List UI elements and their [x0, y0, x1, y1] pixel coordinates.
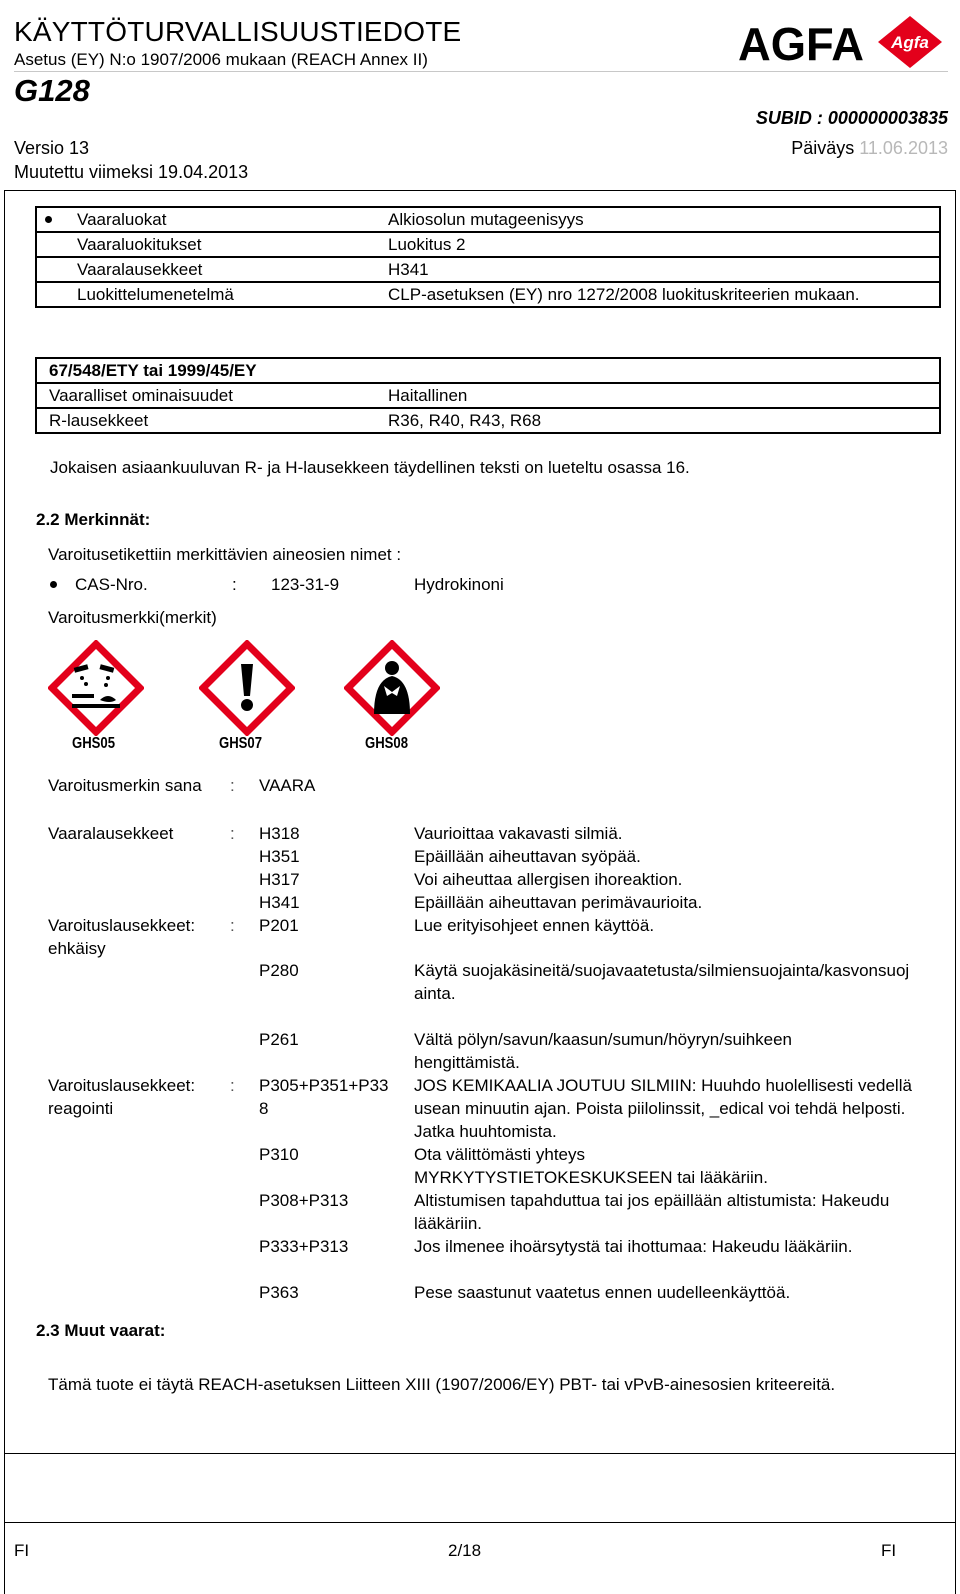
signal-word: VAARA [259, 776, 316, 795]
date-value: 11.06.2013 [859, 138, 948, 158]
hazard-code: H317 [259, 870, 300, 889]
hazard-classification-table [35, 206, 941, 308]
issue-date [791, 137, 948, 160]
ghs08-label: GHS08 [365, 735, 409, 752]
section-heading-2-3: 2.3 Muut vaarat: [36, 1321, 166, 1340]
table-value: Haitallinen [388, 386, 468, 405]
hazard-text: Vaurioittaa vakavasti silmiä. [414, 824, 623, 843]
hazard-text: Voi aiheuttaa allergisen ihoreaktion. [414, 870, 683, 889]
table-label: Vaaralliset ominaisuudet [49, 386, 233, 405]
ingredients-label: Varoitusetikettiin merkittävien aineosien nimet : [48, 545, 402, 564]
table-value: R36, R40, R43, R68 [388, 411, 542, 430]
response-label: Varoituslausekkeet: reagointi [48, 1076, 196, 1118]
precaution-text: Altistumisen tapahduttua tai jos epäillään altistumista: Hakeudu lääkäriin. [414, 1191, 890, 1233]
prevention-label: Varoituslausekkeet: ehkäisy [48, 916, 196, 958]
precaution-text: Vältä pölyn/savun/kaasun/sumun/höyryn/suihkeen hengittämistä. [414, 1030, 793, 1072]
date-label: Päiväys [791, 138, 855, 158]
table-label: Luokittelumenetelmä [77, 285, 234, 304]
table-row [37, 283, 939, 306]
document-header [0, 0, 960, 190]
document-subtitle: Asetus (EY) N:o 1907/2006 mukaan (REACH Annex II) [14, 50, 428, 69]
precaution-code: P305+P351+P338 [259, 1076, 389, 1118]
pictograms-label: Varoitusmerkki(merkit) [48, 608, 217, 627]
precaution-text: Lue erityisohjeet ennen käyttöä. [414, 916, 655, 935]
last-modified: Muutettu viimeksi 19.04.2013 [14, 162, 249, 182]
bullet-icon [45, 216, 52, 223]
precaution-text: Pese saastunut vaatetus ennen uudelleenkäyttöä. [414, 1283, 791, 1302]
precaution-code: P201 [259, 916, 299, 935]
colon: : [230, 916, 235, 935]
table-row [37, 233, 939, 258]
hazard-code: H341 [259, 893, 300, 912]
logo-wordmark: AGFA [738, 18, 864, 70]
page-footer [4, 1522, 956, 1594]
table-label: Vaaraluokitukset [77, 235, 202, 254]
table-label: Vaaraluokat [77, 210, 167, 229]
ghs05-corrosion-icon [48, 640, 144, 736]
header-divider [14, 71, 948, 72]
cas-number: 123-31-9 [271, 575, 340, 594]
hazard-text: Epäillään aiheuttavan syöpää. [414, 847, 641, 866]
cas-name: Hydrokinoni [414, 575, 504, 594]
table-value: H341 [388, 260, 429, 279]
ghs07-label: GHS07 [219, 735, 263, 752]
table-label: Vaaralausekkeet [77, 260, 203, 279]
document-title: KÄYTTÖTURVALLISUUSTIEDOTE [14, 16, 462, 47]
precaution-text: Ota välittömästi yhteys MYRKYTYSTIETOKESKUKSEEN tai lääkäriin. [414, 1145, 768, 1187]
table-value: Luokitus 2 [388, 235, 466, 254]
table-row [37, 409, 939, 432]
colon: : [230, 776, 235, 795]
product-code: G128 [14, 73, 90, 108]
precaution-code: P333+P313 [259, 1237, 349, 1256]
logo-badge-text: Agfa [891, 33, 929, 52]
precaution-code: P310 [259, 1145, 299, 1164]
table-row [37, 208, 939, 233]
table-label: R-lausekkeet [49, 411, 149, 430]
table-row [37, 258, 939, 283]
precaution-text: Käytä suojakäsineitä/suojavaatetusta/silmiensuojainta/kasvonsuojainta. [414, 961, 910, 1003]
hazard-text: Epäillään aiheuttavan perimävaurioita. [414, 893, 703, 912]
hazard-code: H351 [259, 847, 300, 866]
table-value: Alkiosolun mutageenisyys [388, 210, 584, 229]
subid: SUBID : 000000003835 [755, 108, 948, 128]
precaution-code: P363 [259, 1283, 299, 1302]
section-heading-2-2: 2.2 Merkinnät: [36, 510, 151, 529]
ghs08-health-hazard-icon [344, 640, 440, 736]
bullet-icon [50, 581, 57, 588]
table-row [37, 384, 939, 409]
hazard-code: H318 [259, 824, 300, 843]
full-text-note: Jokaisen asiaankuuluvan R- ja H-lausekkeen täydellinen teksti on lueteltu osassa 16. [50, 458, 690, 477]
precaution-text: Jos ilmenee ihoärsytystä tai ihottumaa: Hakeudu lääkäriin. [414, 1237, 853, 1256]
footer-lang-left: FI [14, 1541, 30, 1560]
footer-lang-right: FI [881, 1541, 897, 1560]
table-heading: 67/548/ETY tai 1999/45/EY [37, 359, 939, 384]
page-number: 2/18 [448, 1541, 482, 1560]
precaution-code: P280 [259, 961, 299, 980]
cas-colon: : [232, 575, 237, 594]
other-hazards-text: Tämä tuote ei täytä REACH-asetuksen Liitteen XIII (1907/2006/EY) PBT- tai vPvB-ainesosien kriteereitä. [48, 1375, 836, 1394]
precaution-text: JOS KEMIKAALIA JOUTUU SILMIIN: Huuhdo huolellisesti vedellä usean minuutin ajan. Poista piilolinssit, _edical voi tehdä helposti. Jatka huuhtomista. [414, 1076, 912, 1141]
precaution-code: P308+P313 [259, 1191, 349, 1210]
ghs07-exclamation-icon [199, 640, 295, 736]
colon: : [230, 824, 235, 843]
version: Versio 13 [14, 138, 90, 158]
ghs05-label: GHS05 [72, 735, 116, 752]
colon: : [230, 1076, 235, 1095]
precaution-code: P261 [259, 1030, 299, 1049]
dsd-classification-table [35, 357, 941, 434]
agfa-logo [738, 14, 948, 70]
table-value: CLP-asetuksen (EY) nro 1272/2008 luokituskriteerien mukaan. [388, 285, 860, 304]
hazard-statements-label: Vaaralausekkeet [48, 824, 174, 843]
signal-word-label: Varoitusmerkin sana [48, 776, 202, 795]
cas-label: CAS-Nro. [75, 575, 148, 594]
